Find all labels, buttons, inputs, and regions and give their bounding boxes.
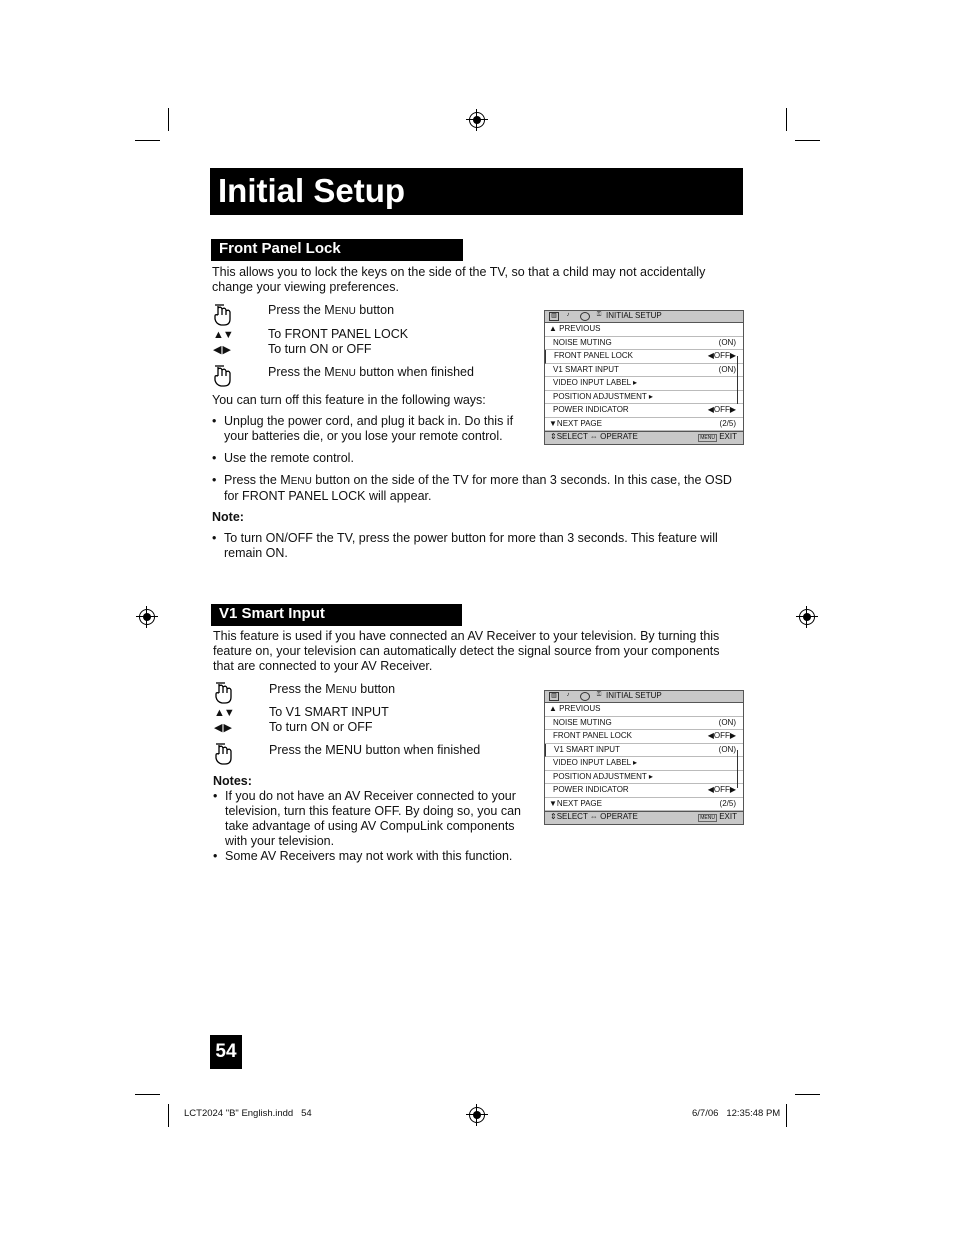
osd-menu-front-panel-lock — [544, 310, 744, 445]
osd-scrollbar — [737, 356, 738, 404]
osd-item: POWER INDICATOR ◀OFF▶ — [545, 784, 743, 798]
picture-icon: ▥ — [549, 312, 559, 321]
setup-icon: ⚿ — [596, 692, 602, 698]
hand-press-icon — [213, 742, 237, 766]
footer-file-name: LCT2024 "B" English.indd 54 — [184, 1108, 312, 1119]
registration-mark-icon — [139, 609, 155, 625]
hand-press-icon — [212, 364, 236, 388]
note-label: Note: — [212, 510, 244, 524]
arrow-keys-icon: ▲▼ ◀ ▶ — [213, 329, 233, 356]
sound-icon: ♪ — [566, 692, 570, 698]
osd-previous: ▲ PREVIOUS — [545, 703, 743, 717]
osd-item-selected: V1 SMART INPUT (ON) — [545, 744, 743, 758]
step-press-menu: Press the MENU button — [269, 682, 396, 696]
osd-previous: ▲ PREVIOUS — [545, 323, 743, 337]
osd-item: V1 SMART INPUT (ON) — [545, 364, 743, 378]
osd-item: VIDEO INPUT LABEL ▸ — [545, 757, 743, 771]
osd-next-page: ▼NEXT PAGE (2/5) — [545, 798, 743, 812]
list-item: • Unplug the power cord, and plug it back in. Do this if your batteries die, or you lose your remote control. — [212, 414, 514, 443]
osd-footer: ⇕SELECT ⇔ OPERATE MENU EXIT — [545, 811, 743, 824]
crop-mark — [135, 1094, 160, 1095]
page-number: 54 — [210, 1035, 242, 1069]
osd-item-selected: FRONT PANEL LOCK ◀OFF▶ — [545, 350, 743, 364]
osd-item: NOISE MUTING (ON) — [545, 337, 743, 351]
section-heading-bar — [211, 604, 462, 626]
ways-intro: You can turn off this feature in the following ways: — [212, 393, 486, 407]
list-item: • Press the MENU button on the side of the TV for more than 3 seconds. In this case, the OSD for FRONT PANEL LOCK will appear. — [212, 473, 732, 503]
osd-item: FRONT PANEL LOCK ◀OFF▶ — [545, 730, 743, 744]
step-finish: Press the MENU button when finished — [269, 743, 481, 757]
step-finish: Press the MENU button when finished — [268, 365, 474, 379]
osd-item: POSITION ADJUSTMENT ▸ — [545, 391, 743, 405]
list-item: • To turn ON/OFF the TV, press the power button for more than 3 seconds. This feature will remain ON. — [212, 531, 718, 560]
list-item: • If you do not have an AV Receiver connected to your television, turn this feature OFF. By doing so, you can take advantage of using AV CompuLink components with your television. — [213, 789, 521, 848]
osd-header: ▥ ♪ ⚿ INITIAL SETUP — [545, 691, 743, 703]
crop-mark — [795, 1094, 820, 1095]
osd-menu-v1-smart-input — [544, 690, 744, 825]
osd-item: POSITION ADJUSTMENT ▸ — [545, 771, 743, 785]
registration-mark-icon — [469, 112, 485, 128]
registration-mark-icon — [469, 1107, 485, 1123]
setup-icon: ⚿ — [596, 312, 602, 318]
clock-icon — [580, 692, 590, 701]
crop-mark — [795, 140, 820, 141]
crop-mark — [168, 108, 169, 131]
arrow-keys-icon: ▲▼ ◀ ▶ — [214, 707, 234, 734]
osd-item: POWER INDICATOR ◀OFF▶ — [545, 404, 743, 418]
osd-next-page: ▼NEXT PAGE (2/5) — [545, 418, 743, 432]
osd-header: ▥ ♪ ⚿ INITIAL SETUP — [545, 311, 743, 323]
registration-mark-icon — [799, 609, 815, 625]
picture-icon: ▥ — [549, 692, 559, 701]
list-item: • Some AV Receivers may not work with this function. — [213, 849, 513, 863]
clock-icon — [580, 312, 590, 321]
step-select-item: To V1 SMART INPUT To turn ON or OFF — [269, 705, 389, 734]
osd-footer: ⇕SELECT ⇔ OPERATE MENU EXIT — [545, 431, 743, 444]
page-title-bar — [210, 168, 743, 215]
crop-mark — [786, 1104, 787, 1127]
intro-text: This feature is used if you have connected an AV Receiver to your television. By turning this feature on, your television can automatically detect the signal source from your components that are connected to your AV Receiver. — [213, 629, 720, 673]
osd-scrollbar — [737, 750, 738, 788]
section-heading: V1 Smart Input — [219, 605, 325, 622]
footer-timestamp: 6/7/06 12:35:48 PM — [692, 1108, 781, 1119]
notes-label: Notes: — [213, 774, 252, 788]
sound-icon: ♪ — [566, 312, 570, 318]
step-select-item: To FRONT PANEL LOCK To turn ON or OFF — [268, 327, 409, 356]
crop-mark — [135, 140, 160, 141]
list-item: • Use the remote control. — [212, 451, 354, 465]
osd-item: VIDEO INPUT LABEL ▸ — [545, 377, 743, 391]
page-title: Initial Setup — [218, 172, 406, 209]
intro-text: This allows you to lock the keys on the side of the TV, so that a child may not accidentally change your viewing preferences. — [212, 265, 706, 294]
hand-press-icon — [212, 303, 236, 327]
crop-mark — [786, 108, 787, 131]
osd-item: NOISE MUTING (ON) — [545, 717, 743, 731]
hand-press-icon — [213, 681, 237, 705]
section-heading: Front Panel Lock — [219, 240, 341, 257]
step-press-menu: Press the MENU button — [268, 303, 395, 317]
crop-mark — [168, 1104, 169, 1127]
section-heading-bar — [211, 239, 463, 261]
